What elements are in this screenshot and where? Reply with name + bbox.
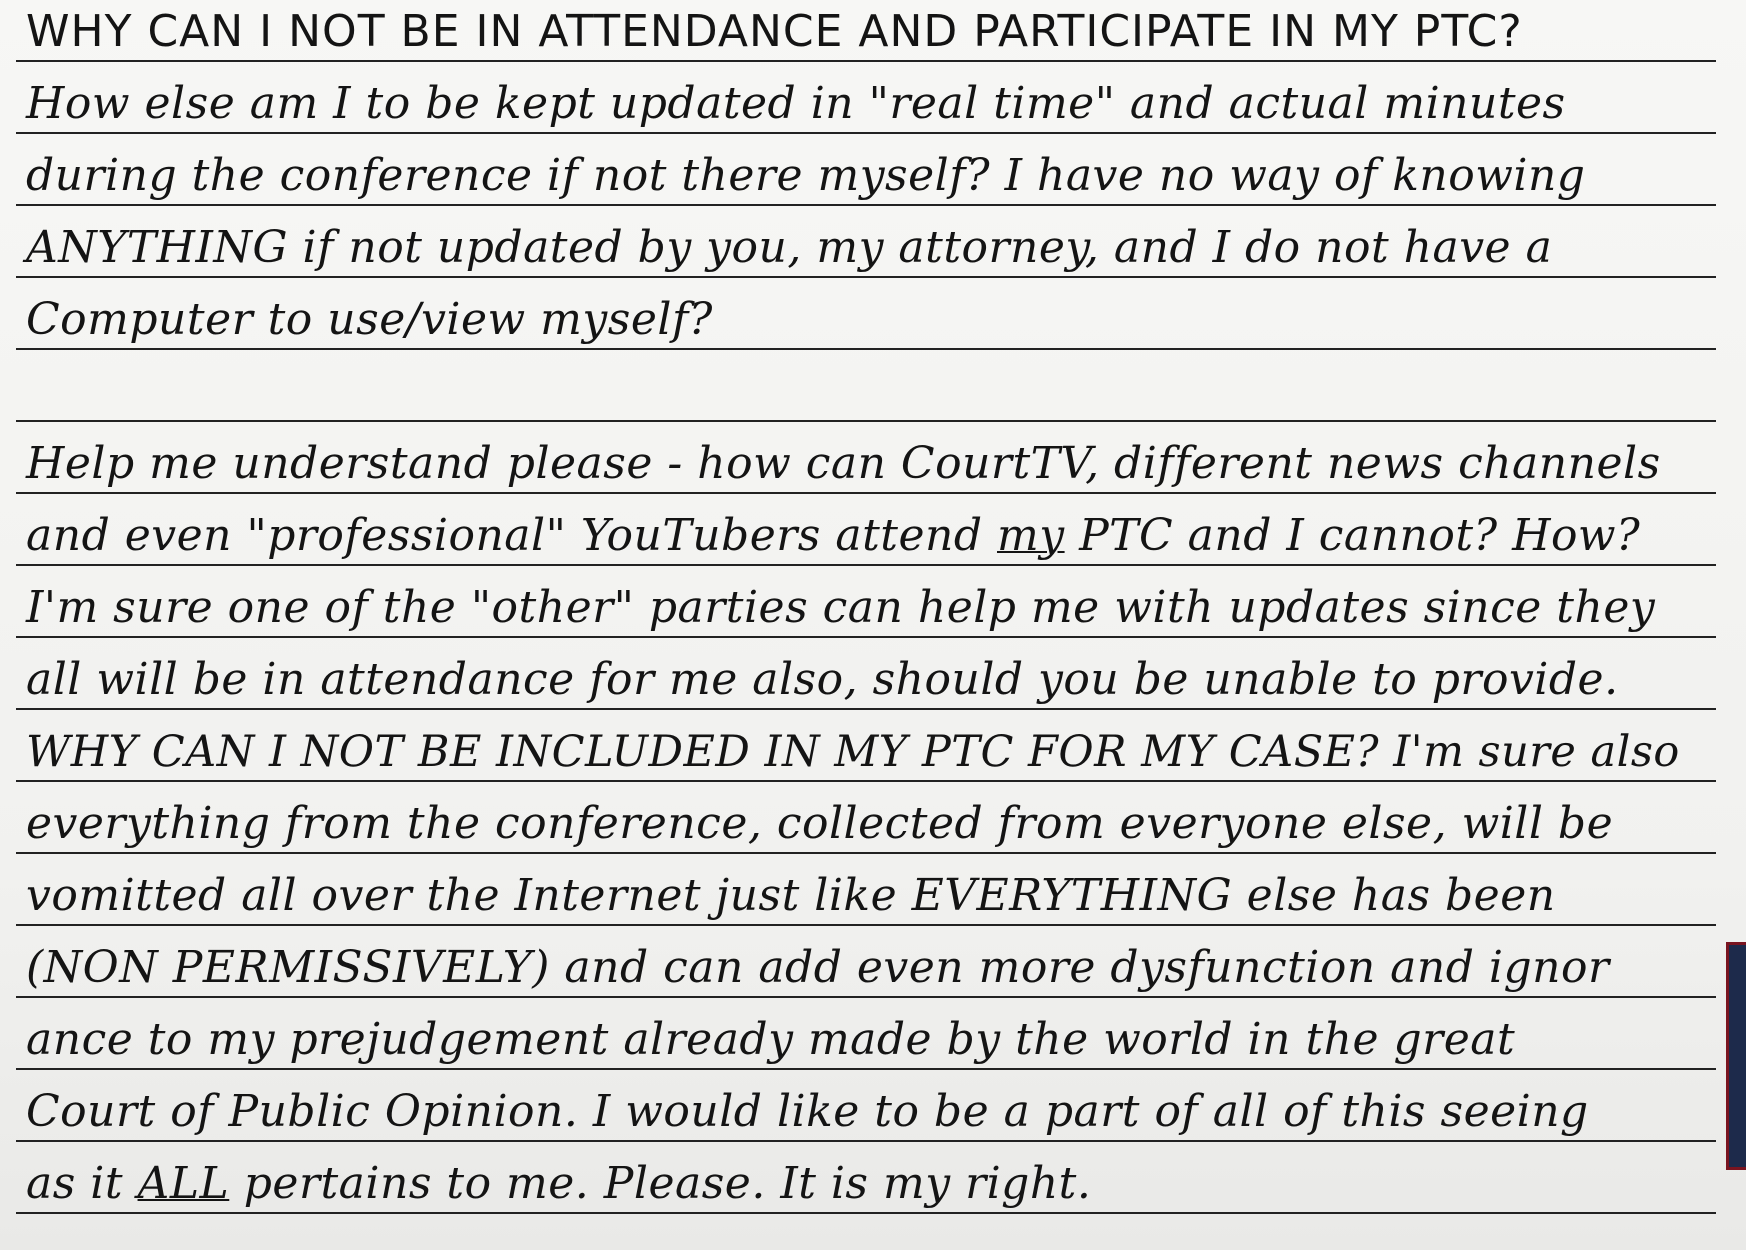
ruled-line bbox=[16, 926, 1716, 998]
ruled-line bbox=[16, 1070, 1716, 1142]
ruled-line bbox=[16, 854, 1716, 926]
letter-line: during the conference if not there myself? I have no way of knowing bbox=[26, 150, 1586, 201]
ruled-line bbox=[16, 998, 1716, 1070]
letter-line: everything from the conference, collected from everyone else, will be bbox=[26, 798, 1614, 849]
letter-line: WHY CAN I NOT BE IN ATTENDANCE AND PARTICIPATE IN MY PTC? bbox=[26, 6, 1523, 57]
letter-text: pertains to me. Please. It is my right. bbox=[229, 1158, 1092, 1209]
underlined-word: ALL bbox=[137, 1158, 230, 1209]
blank-ruled-line bbox=[16, 350, 1716, 422]
ruled-line bbox=[16, 494, 1716, 566]
ruled-line bbox=[16, 206, 1716, 278]
ruled-line bbox=[16, 1142, 1716, 1214]
letter-line: I'm sure one of the "other" parties can help me with updates since they bbox=[26, 582, 1656, 633]
ruled-line bbox=[16, 710, 1716, 782]
letter-line: Help me understand please - how can CourtTV, different news channels bbox=[26, 438, 1661, 489]
letter-text: PTC and I cannot? How? bbox=[1064, 510, 1641, 561]
underlined-word: my bbox=[997, 510, 1065, 561]
ruled-line bbox=[16, 782, 1716, 854]
letter-text: and even "professional" YouTubers attend bbox=[26, 510, 997, 561]
letter-line: vomitted all over the Internet just like EVERYTHING else has been bbox=[26, 870, 1556, 921]
letter-line: ANYTHING if not updated by you, my attorney, and I do not have a bbox=[26, 222, 1553, 273]
letter-line: WHY CAN I NOT BE INCLUDED IN MY PTC FOR MY CASE? I'm sure also bbox=[26, 727, 1680, 777]
broadcast-overlay-edge bbox=[1726, 942, 1746, 1170]
letter-line: all will be in attendance for me also, should you be unable to provide. bbox=[26, 654, 1619, 705]
letter-line: How else am I to be kept updated in "real time" and actual minutes bbox=[26, 78, 1566, 129]
letter-line: Court of Public Opinion. I would like to be a part of all of this seeing bbox=[26, 1086, 1589, 1137]
letter-line bbox=[26, 510, 1641, 561]
ruled-line bbox=[16, 278, 1716, 350]
letter-text: as it bbox=[26, 1158, 138, 1209]
ruled-line bbox=[16, 566, 1716, 638]
letter-line bbox=[26, 1158, 1092, 1209]
ruled-line bbox=[16, 62, 1716, 134]
ruled-line bbox=[16, 638, 1716, 710]
letter-line: ance to my prejudgement already made by the world in the great bbox=[26, 1014, 1516, 1065]
letter-line: Computer to use/view myself? bbox=[26, 294, 713, 345]
ruled-line bbox=[16, 422, 1716, 494]
ruled-line bbox=[16, 0, 1716, 62]
ruled-line bbox=[16, 134, 1716, 206]
letter-line: (NON PERMISSIVELY) and can add even more dysfunction and ignor bbox=[26, 942, 1610, 993]
